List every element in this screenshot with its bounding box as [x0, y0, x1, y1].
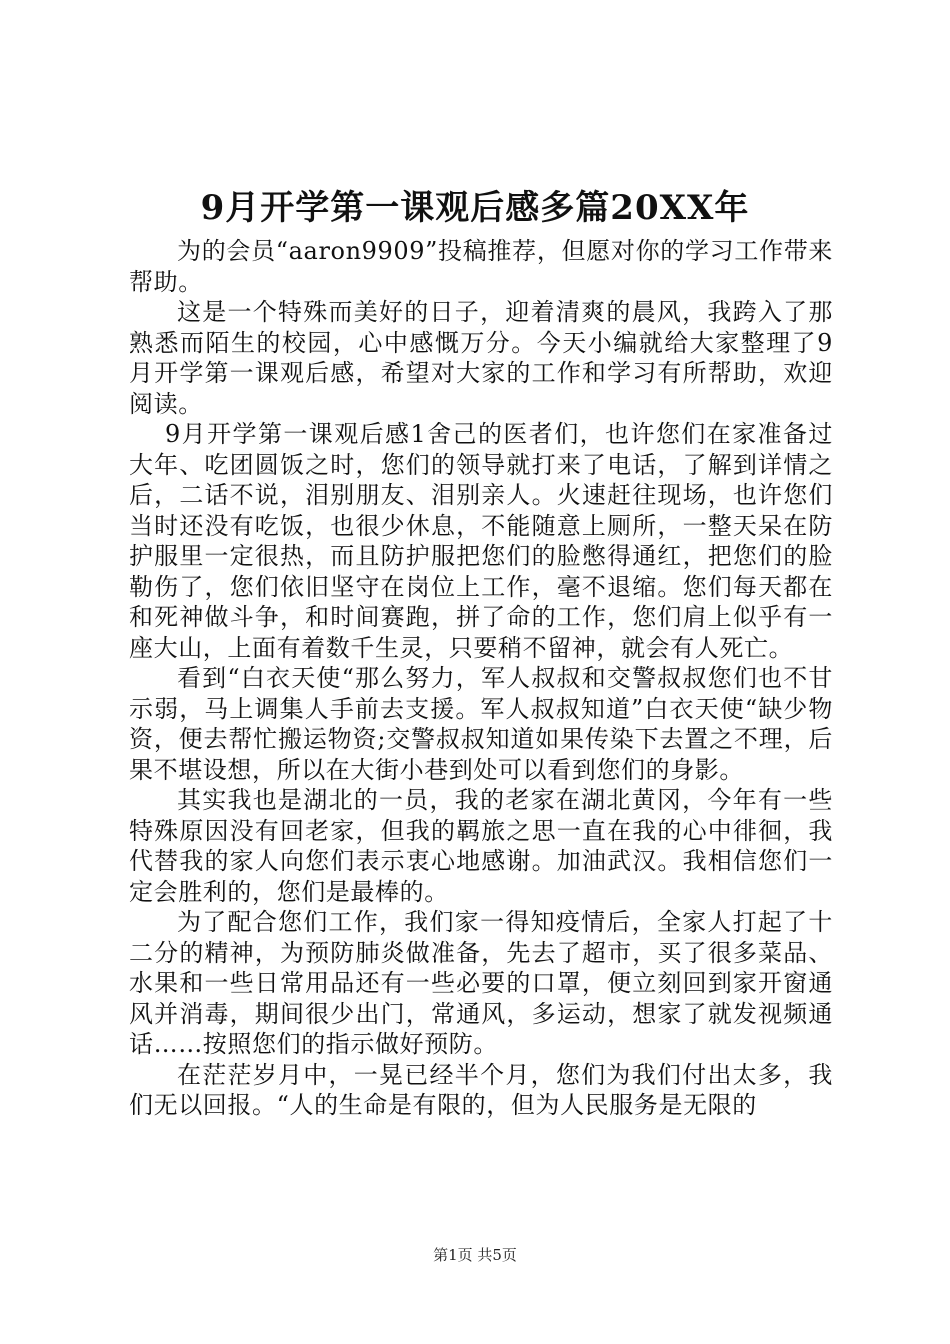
paragraph-essay-2: 看到“白衣天使“那么努力，军人叔叔和交警叔叔您们也不甘示弱，马上调集人手前去支援。军人叔叔知道”白衣天使“缺少物资，便去帮忙搬运物资;交警叔叔知道如果传染下去置之不理，后果不堪设想，所以在大街小巷到处可以看到您们的身影。 — [129, 664, 833, 784]
page-footer: 第1页 共5页 — [433, 1246, 517, 1264]
paragraph-essay-4: 为了配合您们工作，我们家一得知疫情后，全家人打起了十二分的精神，为预防肺炎做准备，先去了超市，买了很多菜品、水果和一些日常用品还有一些必要的口罩，便立刻回到家开窗通风并消毒，期间很少出门，常通风，多运动，想家了就发视频通话……按照您们的指示做好预防。 — [129, 908, 833, 1058]
paragraph-essay-5: 在茫茫岁月中，一晃已经半个月，您们为我们付出太多，我们无以回报。“人的生命是有限的，但为人民服务是无限的 — [129, 1060, 833, 1119]
document-body — [129, 236, 833, 1121]
paragraph-essay-1: 9月开学第一课观后感1舍己的医者们，也许您们在家准备过大年、吃团圆饭之时，您们的领导就打来了电话，了解到详情之后，二话不说，泪别朋友、泪别亲人。火速赶往现场，也许您们当时还没有吃饭，也很少休息，不能随意上厕所，一整天呆在防护服里一定很热，而且防护服把您们的脸憋得通红，把您们的脸勒伤了，您们依旧坚守在岗位上工作，毫不退缩。您们每天都在和死神做斗争，和时间赛跑，拼了命的工作，您们肩上似乎有一座大山，上面有着数千生灵，只要稍不留神，就会有人死亡。 — [129, 420, 833, 662]
document-title: 9月开学第一课观后感多篇20XX年 — [200, 188, 750, 228]
paragraph-intro: 为的会员“aaron9909”投稿推荐，但愿对你的学习工作带来帮助。 — [129, 237, 833, 296]
paragraph-opening: 这是一个特殊而美好的日子，迎着清爽的晨风，我跨入了那熟悉而陌生的校园，心中感慨万分。今天小编就给大家整理了9月开学第一课观后感，希望对大家的工作和学习有所帮助，欢迎阅读。 — [129, 298, 833, 418]
paragraph-essay-3: 其实我也是湖北的一员，我的老家在湖北黄冈，今年有一些特殊原因没有回老家，但我的羁旅之思一直在我的心中徘徊，我代替我的家人向您们表示衷心地感谢。加油武汉。我相信您们一定会胜利的，您们是最棒的。 — [129, 786, 833, 906]
